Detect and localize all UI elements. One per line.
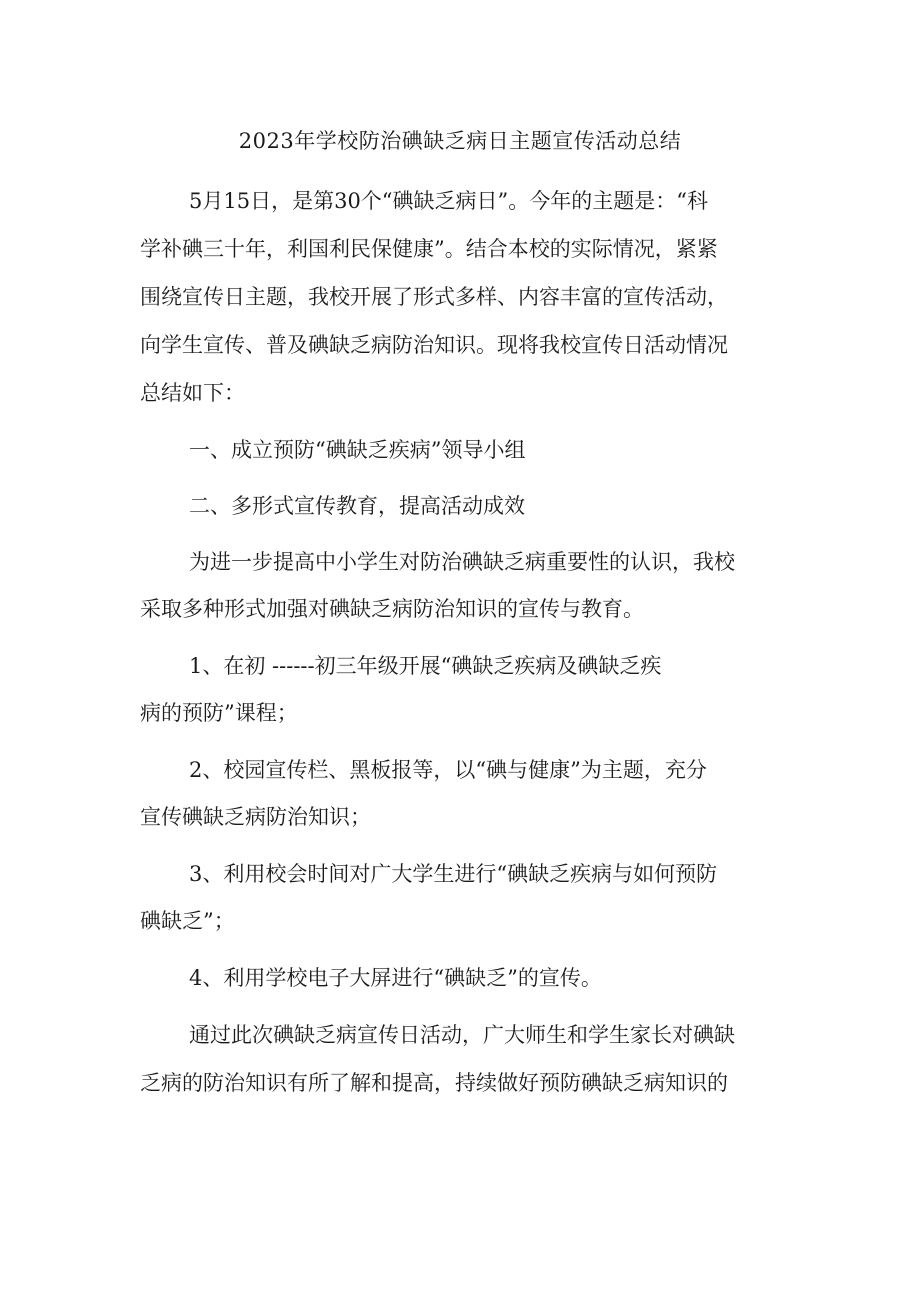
paragraph-line: 乏病的防治知识有所了解和提高，持续做好预防碘缺乏病知识的: [140, 1071, 728, 1095]
list-item-line: 1、在初 ------初三年级开展“碘缺乏疾病及碘缺乏疾: [189, 654, 662, 678]
paragraph-line: 向学生宣传、普及碘缺乏病防治知识。现将我校宣传日活动情况: [140, 333, 728, 357]
list-item-line: 宣传碘缺乏病防治知识；: [140, 805, 371, 829]
list-item-line: 病的预防”课程；: [140, 701, 298, 725]
paragraph-line: 通过此次碘缺乏病宣传日活动，广大师生和学生家长对碘缺: [189, 1023, 735, 1047]
paragraph-line: 5月15日，是第30个“碘缺乏病日”。今年的主题是：“科: [189, 189, 709, 213]
paragraph-line: 学补碘三十年，利国利民保健康”。结合本校的实际情况，紧紧: [140, 237, 718, 261]
list-item-line: 碘缺乏”；: [140, 909, 235, 933]
paragraph-line: 为进一步提高中小学生对防治碘缺乏病重要性的认识，我校: [189, 550, 735, 574]
paragraph-line: 总结如下：: [140, 381, 245, 405]
document-title: 2023年学校防治碘缺乏病日主题宣传活动总结: [238, 129, 682, 153]
list-item-line: 3、利用校会时间对广大学生进行“碘缺乏疾病与如何预防: [189, 862, 718, 886]
section-heading: 一、成立预防“碘缺乏疾病”领导小组: [189, 438, 526, 462]
list-item-line: 4、利用学校电子大屏进行“碘缺乏”的宣传。: [189, 966, 602, 990]
paragraph-line: 围绕宣传日主题，我校开展了形式多样、内容丰富的宣传活动，: [140, 285, 728, 309]
section-heading: 二、多形式宣传教育，提高活动成效: [189, 494, 525, 518]
list-item-line: 2、校园宣传栏、黑板报等，以“碘与健康”为主题，充分: [189, 758, 707, 782]
paragraph-line: 采取多种形式加强对碘缺乏病防治知识的宣传与教育。: [140, 597, 644, 621]
